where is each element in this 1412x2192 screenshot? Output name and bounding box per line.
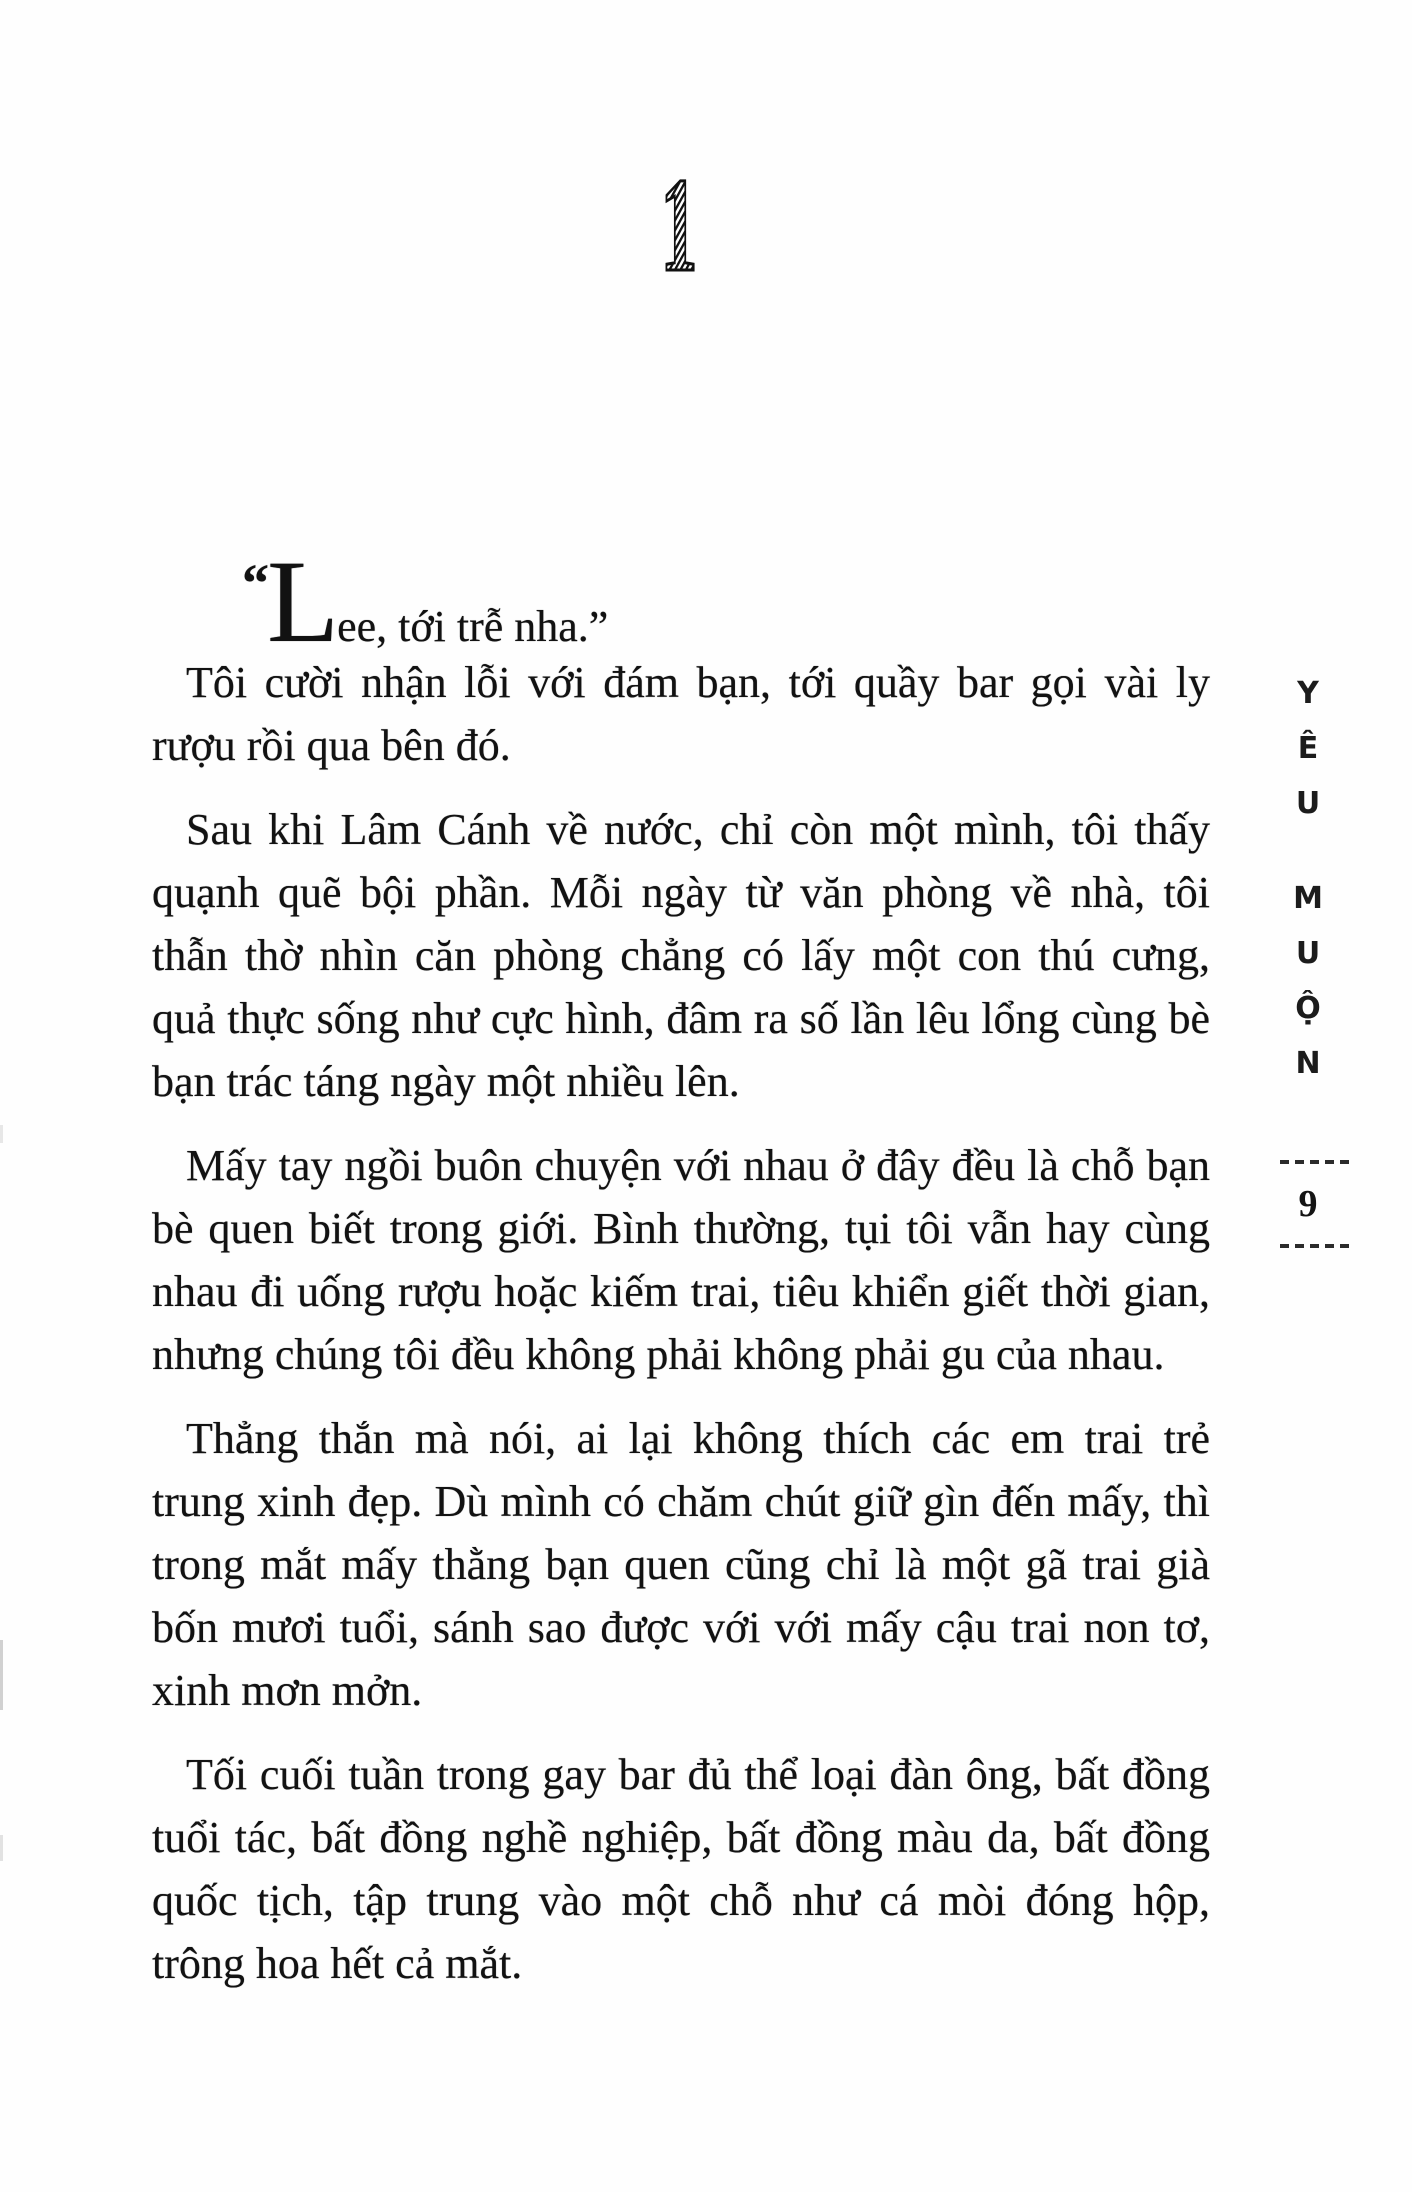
book-title-vertical [1280, 666, 1336, 1091]
title-letter: N [1295, 1046, 1321, 1081]
scan-artifact [0, 1640, 3, 1710]
title-letter: Ộ [1295, 991, 1321, 1026]
scan-artifact [0, 1125, 3, 1143]
chapter-number-glyph: 1 [660, 170, 698, 300]
folio-divider-bottom [1280, 1244, 1350, 1248]
title-letter: Ê [1297, 731, 1319, 766]
paragraph: Thẳng thắn mà nói, ai lại không thích các em trai trẻ trung xinh đẹp. Dù mình có chăm chút giữ gìn đến mấy, thì trong mắt mấy thằng bạn quen cũng chỉ là một gã trai già bốn mươi tuổi, sánh sao được với với mấy cậu trai non tơ, xinh mơn mởn. [152, 1414, 1210, 1715]
body-text-column [152, 505, 1210, 2016]
dropcap-letter: L [267, 536, 338, 667]
chapter-number-figure [617, 170, 737, 305]
paragraph: Mấy tay ngồi buôn chuyện với nhau ở đây đều là chỗ bạn bè quen biết trong giới. Bình thường, tụi tôi vẫn hay cùng nhau đi uống rượu hoặc kiếm trai, tiêu khiển giết thời gian, nhưng chúng tôi đều không phải không phải gu của nhau. [152, 1141, 1210, 1379]
title-letter: Y [1297, 676, 1319, 711]
paragraph: Sau khi Lâm Cánh về nước, chỉ còn một mình, tôi thấy quạnh quẽ bội phần. Mỗi ngày từ văn phòng về nhà, tôi thẫn thờ nhìn căn phòng chẳng có lấy một con thú cưng, quả thực sống như cực hình, đâm ra số lần lêu lổng cùng bè bạn trác táng ngày một nhiều lên. [152, 805, 1210, 1106]
paragraph: Tôi cười nhận lỗi với đám bạn, tới quầy bar gọi vài ly rượu rồi qua bên đó. [152, 658, 1210, 770]
paragraph-opening-dialogue [152, 525, 1300, 728]
opening-line-text: ee, tới trễ nha.” [337, 602, 609, 651]
chapter-number [617, 170, 737, 305]
opening-quote-mark: “ [242, 553, 267, 613]
scan-artifact [0, 1835, 3, 1861]
title-letter: U [1295, 786, 1321, 821]
paragraph: Tối cuối tuần trong gay bar đủ thể loại đàn ông, bất đồng tuổi tác, bất đồng nghề nghiệp, bất đồng màu da, bất đồng quốc tịch, tập trung vào một chỗ như cá mòi đóng hộp, trông hoa hết cả mắt. [152, 1750, 1210, 1988]
page-number: 9 [1298, 1183, 1318, 1225]
title-letter: U [1295, 936, 1321, 971]
margin-sidebar [1280, 666, 1336, 1248]
title-letter: M [1293, 881, 1323, 916]
